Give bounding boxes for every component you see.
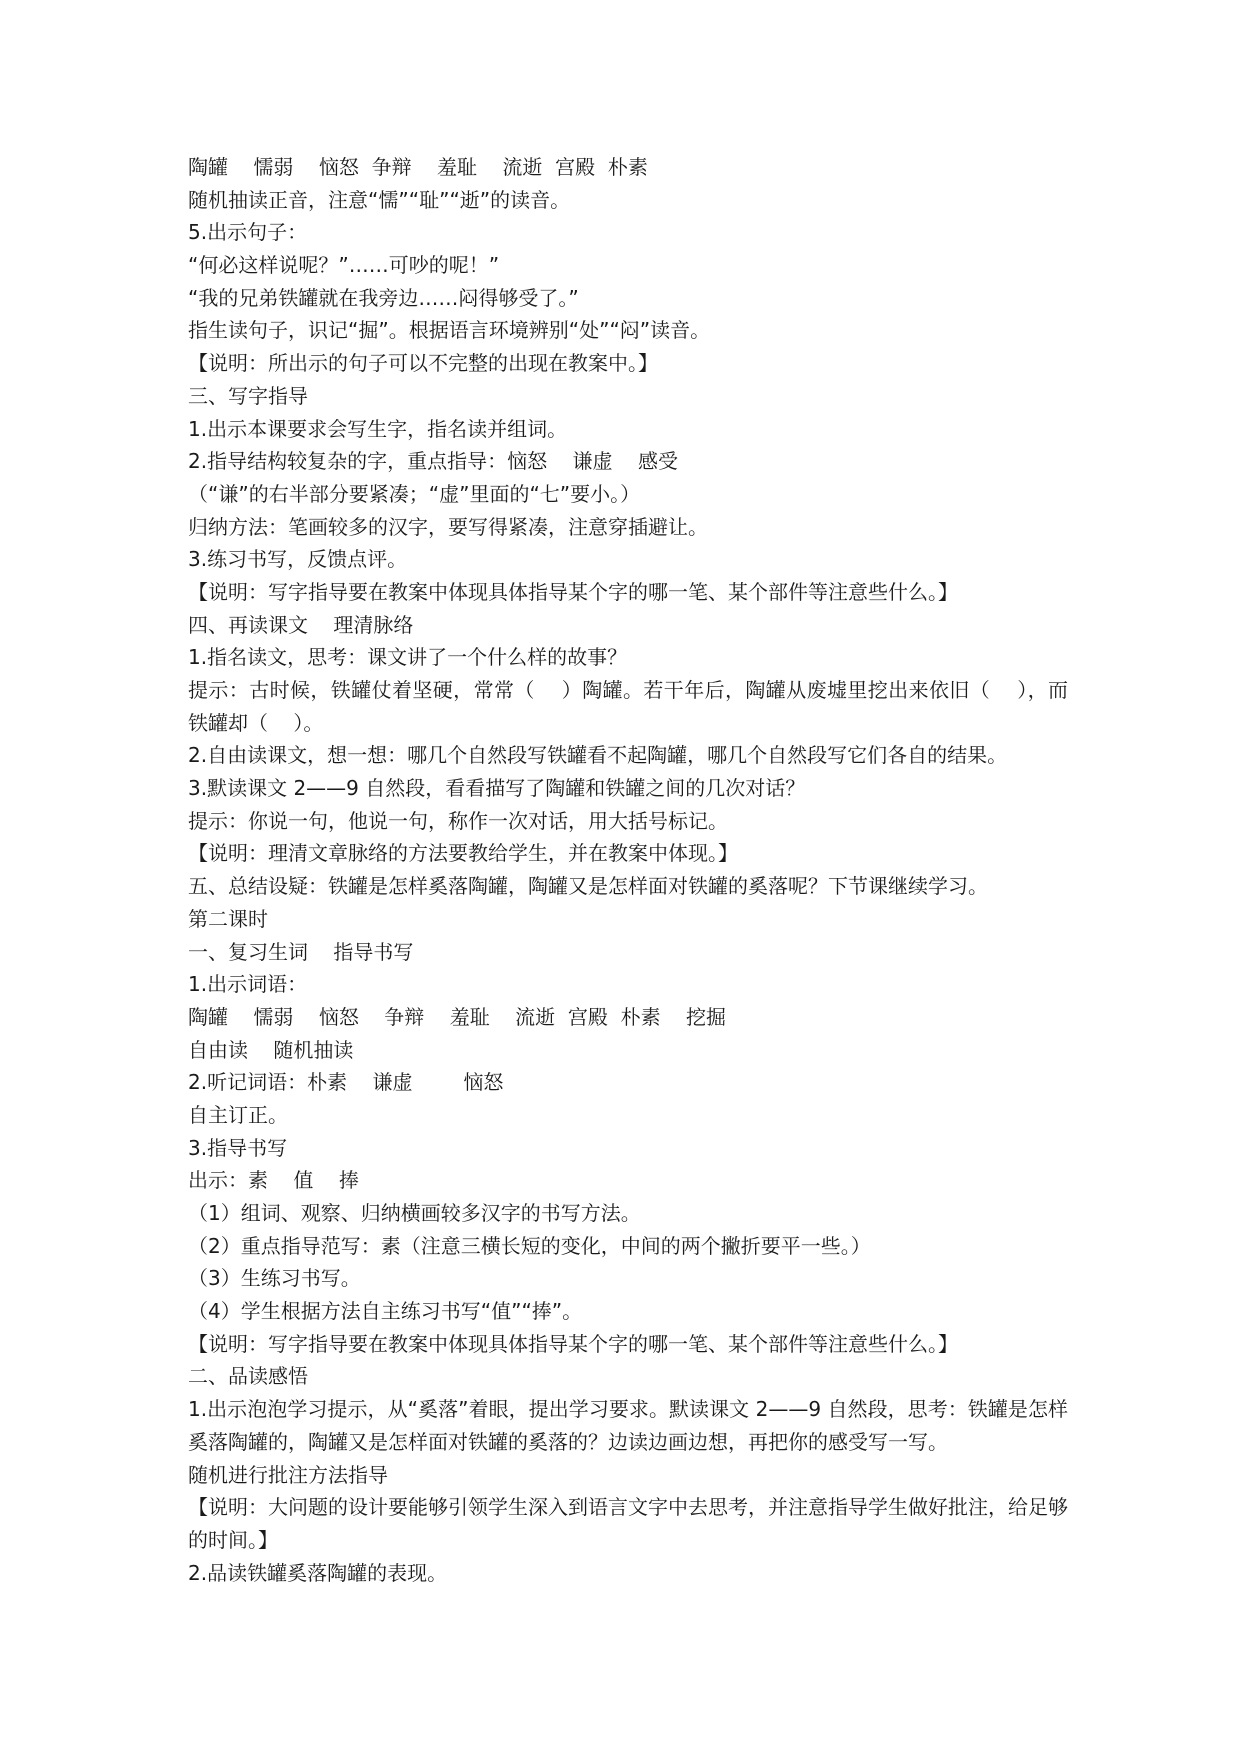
- note-line: 【说明：写字指导要在教案中体现具体指导某个字的哪一笔、某个部件等注意些什么。】: [188, 1331, 958, 1356]
- step-line: 2.品读铁罐奚落陶罐的表现。: [188, 1560, 448, 1585]
- section-heading: 五、总结设疑：铁罐是怎样奚落陶罐，陶罐又是怎样面对铁罐的奚落呢？下节课继续学习。: [188, 874, 988, 899]
- note-paragraph: 【说明：大问题的设计要能够引领学生深入到语言文字中去思考，并注意指导学生做好批注，给足够的时间。】: [188, 1495, 1068, 1552]
- document-body: [188, 151, 1068, 1589]
- vocab-line: 陶罐 懦弱 恼怒 争辩 羞耻 流逝 宫殿 朴素: [188, 155, 648, 179]
- text-line: 归纳方法：笔画较多的汉字，要写得紧凑，注意穿插避让。: [188, 514, 708, 539]
- step-line: 2.指导结构较复杂的字，重点指导：恼怒 谦虚 感受: [188, 449, 678, 474]
- text-line: 出示：素 值 捧: [188, 1168, 359, 1193]
- step-heading: 3.指导书写: [188, 1135, 288, 1160]
- hint-paragraph: 提示：古时候，铁罐仗着坚硬，常常（ ）陶罐。若干年后，陶罐从废墟里挖出来依旧（ ），而铁罐却（ ）。: [188, 678, 1068, 735]
- section-heading: 一、复习生词 指导书写: [188, 939, 414, 964]
- text-line: 提示：你说一句，他说一句，称作一次对话，用大括号标记。: [188, 808, 728, 833]
- substep-line: （2）重点指导范写：素（注意三横长短的变化，中间的两个撇折要平一些。）: [188, 1233, 871, 1258]
- text-line: 随机进行批注方法指导: [188, 1462, 388, 1487]
- step-heading: 1.出示词语：: [188, 972, 308, 997]
- step-line: 1.指名读文，思考：课文讲了一个什么样的故事？: [188, 645, 628, 670]
- text-line: 自主订正。: [188, 1102, 288, 1127]
- step-line: 3.默读课文 2——9 自然段，看看描写了陶罐和铁罐之间的几次对话？: [188, 776, 806, 801]
- note-line: 【说明：写字指导要在教案中体现具体指导某个字的哪一笔、某个部件等注意些什么。】: [188, 579, 958, 604]
- quote-line: “何必这样说呢？”……可吵的呢！”: [188, 253, 500, 278]
- text-line: （“谦”的右半部分要紧凑；“虚”里面的“七”要小。）: [188, 481, 641, 506]
- text-line: 指生读句子，识记“掘”。根据语言环境辨别“处”“闷”读音。: [188, 318, 711, 343]
- note-line: 【说明：理清文章脉络的方法要教给学生，并在教案中体现。】: [188, 841, 738, 866]
- step-line: 2.自由读课文，想一想：哪几个自然段写铁罐看不起陶罐，哪几个自然段写它们各自的结果。: [188, 743, 1008, 768]
- step-line: 3.练习书写，反馈点评。: [188, 547, 408, 572]
- lesson-heading: 第二课时: [188, 906, 268, 931]
- substep-line: （4）学生根据方法自主练习书写“值”“捧”。: [188, 1299, 583, 1324]
- substep-line: （3）生练习书写。: [188, 1266, 361, 1291]
- quote-line: “我的兄弟铁罐就在我旁边……闷得够受了。”: [188, 285, 579, 310]
- text-line: 随机抽读正音，注意“懦”“耻”“逝”的读音。: [188, 187, 571, 212]
- substep-line: （1）组词、观察、归纳横画较多汉字的书写方法。: [188, 1201, 641, 1226]
- step-line: 2.听记词语：朴素 谦虚 恼怒: [188, 1070, 504, 1095]
- step-line: 1.出示本课要求会写生字，指名读并组词。: [188, 416, 568, 441]
- step-heading: 5.出示句子：: [188, 220, 308, 245]
- note-line: 【说明：所出示的句子可以不完整的出现在教案中。】: [188, 351, 658, 376]
- section-heading: 四、再读课文 理清脉络: [188, 612, 414, 637]
- text-line: 自由读 随机抽读: [188, 1037, 354, 1062]
- step-paragraph: 1.出示泡泡学习提示，从“奚落”着眼，提出学习要求。默读课文 2——9 自然段，思考：铁罐是怎样奚落陶罐的，陶罐又是怎样面对铁罐的奚落的？边读边画边想，再把你的感受写一写。: [188, 1397, 1068, 1454]
- section-heading: 三、写字指导: [188, 383, 308, 408]
- section-heading: 二、品读感悟: [188, 1364, 308, 1389]
- vocab-line: 陶罐 懦弱 恼怒 争辩 羞耻 流逝 宫殿 朴素 挖掘: [188, 1004, 727, 1029]
